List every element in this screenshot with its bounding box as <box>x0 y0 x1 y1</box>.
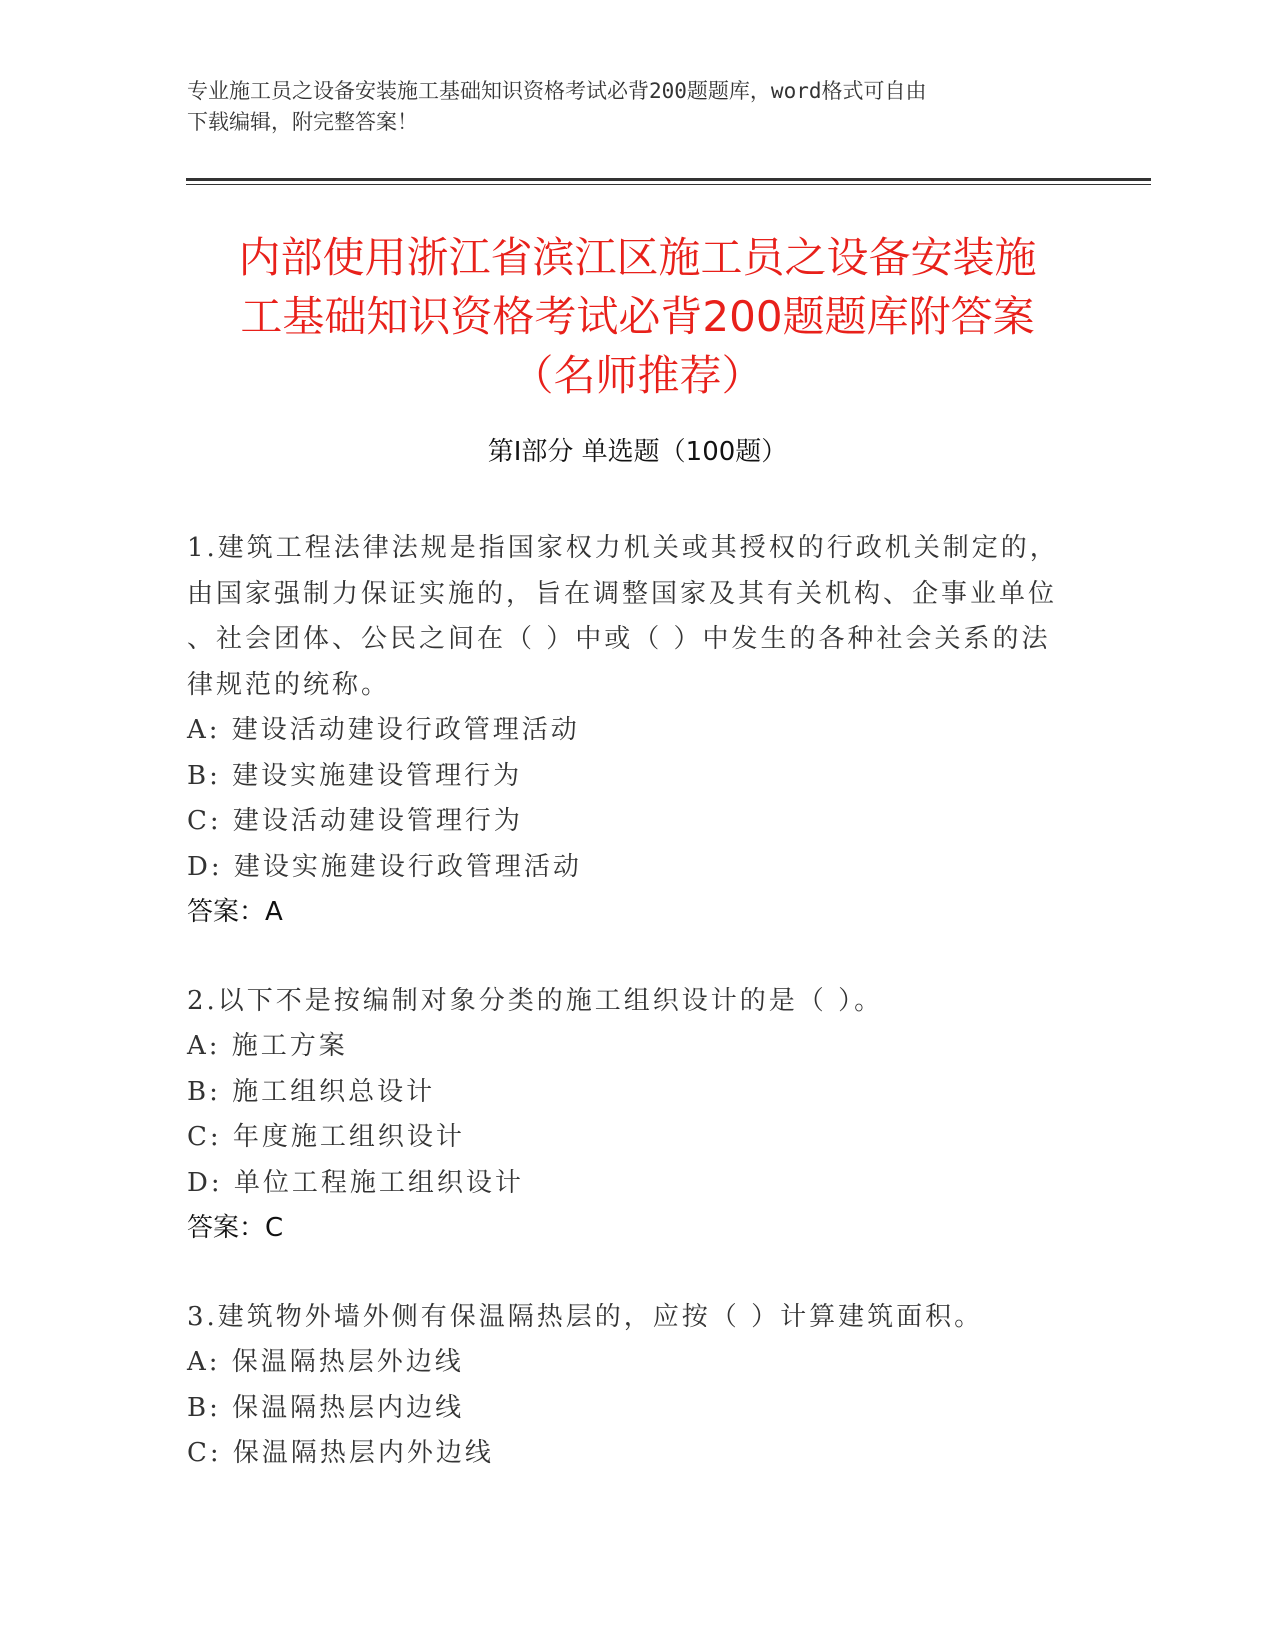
document-title-line-1: 内部使用浙江省滨江区施工员之设备安装施 <box>238 233 1037 282</box>
option-a: A: 保温隔热层外边线 <box>187 1347 464 1377</box>
answer: 答案：C <box>187 1213 284 1243</box>
header-note <box>187 76 1067 138</box>
option-a: A: 施工方案 <box>187 1031 348 1061</box>
answer: 答案：A <box>187 897 283 927</box>
document-title-line-3: （名师推荐） <box>511 351 764 400</box>
option-c: C: 建设活动建设管理行为 <box>187 806 523 836</box>
question-text-line: 律规范的统称。 <box>187 669 391 700</box>
option-d: D: 单位工程施工组织设计 <box>187 1167 524 1198</box>
section-heading: 第I部分 单选题（100题） <box>487 437 788 467</box>
option-d: D: 建设实施建设行政管理活动 <box>187 851 582 882</box>
question-text-line: 由国家强制力保证实施的，旨在调整国家及其有关机构、企事业单位 <box>187 578 1058 609</box>
document-title-line-2: 工基础知识资格考试必背200题题库附答案 <box>240 292 1035 341</box>
header-note-line-1: 专业施工员之设备安装施工基础知识资格考试必背200题题库，word格式可自由 <box>187 79 927 103</box>
option-b: B: 施工组织总设计 <box>187 1076 436 1107</box>
question-list <box>187 526 1067 1520</box>
option-c: C: 年度施工组织设计 <box>187 1122 465 1152</box>
question-2 <box>187 979 1067 1252</box>
document-title <box>160 228 1115 405</box>
header-note-line-2: 下载编辑，附完整答案！ <box>187 110 418 134</box>
question-text-line: 、社会团体、公民之间在（ ）中或（ ）中发生的各种社会关系的法 <box>187 624 1051 654</box>
option-a: A: 建设活动建设行政管理活动 <box>187 715 580 745</box>
question-text-line: 3.建筑物外墙外侧有保温隔热层的，应按（ ）计算建筑面积。 <box>187 1301 984 1332</box>
option-b: B: 保温隔热层内边线 <box>187 1392 465 1423</box>
question-text-line: 1.建筑工程法律法规是指国家权力机关或其授权的行政机关制定的， <box>187 533 1059 563</box>
question-text-line: 2.以下不是按编制对象分类的施工组织设计的是（ ）。 <box>187 985 884 1016</box>
option-b: B: 建设实施建设管理行为 <box>187 760 523 791</box>
header-divider-thick <box>186 178 1151 181</box>
question-3 <box>187 1295 1067 1477</box>
header-divider-thin <box>186 184 1151 185</box>
question-1 <box>187 526 1067 936</box>
option-c: C: 保温隔热层内外边线 <box>187 1438 494 1468</box>
